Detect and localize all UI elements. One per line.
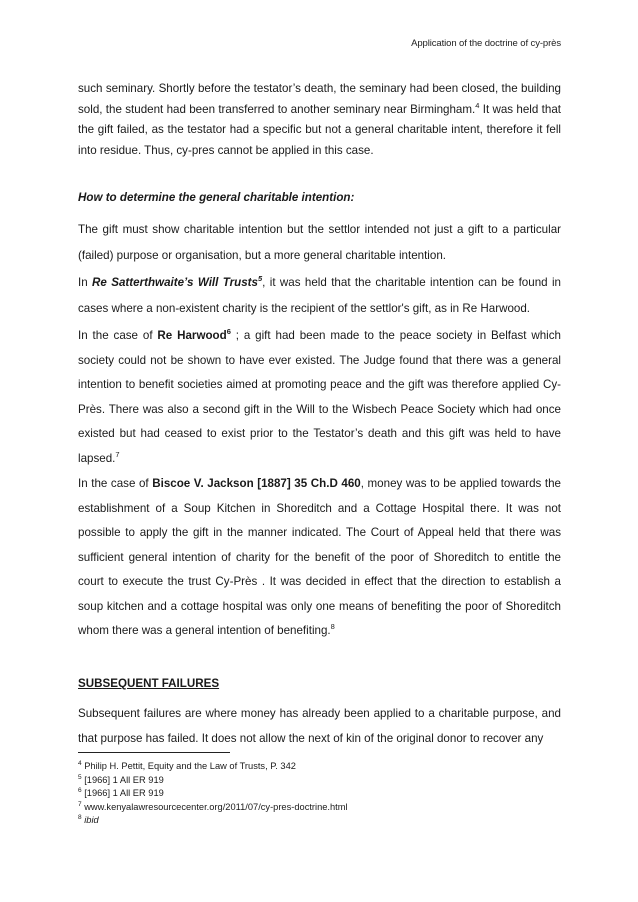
running-header: Application of the doctrine of cy-près bbox=[411, 38, 561, 49]
footnote-ref-7: 7 bbox=[115, 449, 120, 459]
footnote-text: [1966] 1 All ER 919 bbox=[81, 774, 164, 785]
footnotes bbox=[78, 760, 561, 828]
footnote-7 bbox=[78, 801, 561, 815]
paragraph-satterthwaite-lead: In bbox=[78, 276, 93, 289]
footnote-separator bbox=[78, 752, 230, 753]
footnote-num: 6 bbox=[78, 786, 82, 794]
paragraph-gift-intention: The gift must show charitable intention but the settlor intended not just a gift to a particular (failed) purpose or organisation, but a more general charitable intention. bbox=[78, 223, 561, 262]
section-heading-general-intention: How to determine the general charitable intention: bbox=[78, 191, 355, 204]
paragraph-seminary-text-b: It was held that the gift failed, as the testator had a specific but not a general charitable intent, therefore it fell into residue. Thus, cy-pres cannot be applied in this case. bbox=[78, 102, 561, 157]
footnote-ref-5-num: 5 bbox=[257, 274, 263, 284]
footnote-ref-4: 4 bbox=[475, 100, 480, 110]
footnote-num: 5 bbox=[78, 773, 82, 781]
paragraph-biscoe-lead: In the case of bbox=[78, 477, 153, 490]
footnote-6 bbox=[78, 787, 561, 801]
paragraph-seminary bbox=[78, 79, 561, 161]
footnote-text: ibid bbox=[81, 815, 99, 825]
section-heading-subsequent-failures: SUBSEQUENT FAILURES bbox=[78, 677, 220, 690]
paragraph-satterthwaite-rest: , it was held that the charitable intention can be found in cases where a non-existent charity is the recipient of the settlor's gift, as in Re Harwood. bbox=[78, 276, 561, 315]
paragraph-biscoe bbox=[78, 472, 561, 644]
paragraph-harwood bbox=[78, 324, 561, 471]
footnote-8 bbox=[78, 814, 561, 828]
footnote-num: 4 bbox=[78, 759, 82, 767]
paragraph-seminary-text-a: such seminary. Shortly before the testator’s death, the seminary had been closed, the building sold, the student had been transferred to another seminary near Birmingham. bbox=[78, 82, 561, 116]
footnote-num: 7 bbox=[78, 800, 82, 808]
footnote-text: Philip H. Pettit, Equity and the Law of Trusts, P. 342 bbox=[81, 761, 296, 771]
paragraph-subsequent-failures: Subsequent failures are where money has already been applied to a charitable purpose, and that purpose has failed. It does not allow the next of kin of the original donor to recover any bbox=[78, 707, 561, 745]
paragraph-harwood-lead: In the case of bbox=[78, 329, 158, 342]
footnote-ref-6-num: 6 bbox=[226, 327, 231, 337]
case-name-satterthwaite: Re Satterthwaite’s Will Trusts bbox=[92, 276, 258, 289]
footnote-4 bbox=[78, 760, 561, 774]
footnote-5 bbox=[78, 774, 561, 788]
paragraph-biscoe-text: , money was to be applied towards the establishment of a Soup Kitchen in Shoreditch and a Cottage Hospital there. It was not possible to apply the gift in the manner indicated. The Court of Appeal held that there was sufficient general intention of charity for the benefit of the poor of Shoreditch to entitle the court to execute the trust Cy-Près . It was decided in effect that the direction to establish a soup kitchen and a cottage hospital was only one means of benefiting the poor of Shoreditch whom there was a general intention of benefiting. bbox=[78, 477, 561, 637]
footnote-ref-8: 8 bbox=[330, 622, 335, 632]
case-name-harwood: Re Harwood bbox=[157, 329, 227, 342]
footnote-num: 8 bbox=[78, 813, 82, 821]
paragraph-satterthwaite bbox=[78, 270, 561, 322]
case-name-biscoe: Biscoe V. Jackson [1887] 35 Ch.D 460 bbox=[152, 477, 361, 490]
footnote-text: www.kenyalawresourcecenter.org/2011/07/cy-pres-doctrine.html bbox=[81, 801, 348, 812]
paragraph-harwood-text: ; a gift had been made to the peace society in Belfast which society could not be shown to have ever existed. The Judge found that there was a general intention to benefit societies aimed at promoting peace and the gift was therefore applied Cy-Près. There was also a second gift in the Will to the Wisbech Peace Society which had once existed but had ceased to exist prior to the Testator’s death and this gift was held to have lapsed. bbox=[78, 329, 561, 465]
footnote-text: [1966] 1 All ER 919 bbox=[81, 788, 164, 798]
